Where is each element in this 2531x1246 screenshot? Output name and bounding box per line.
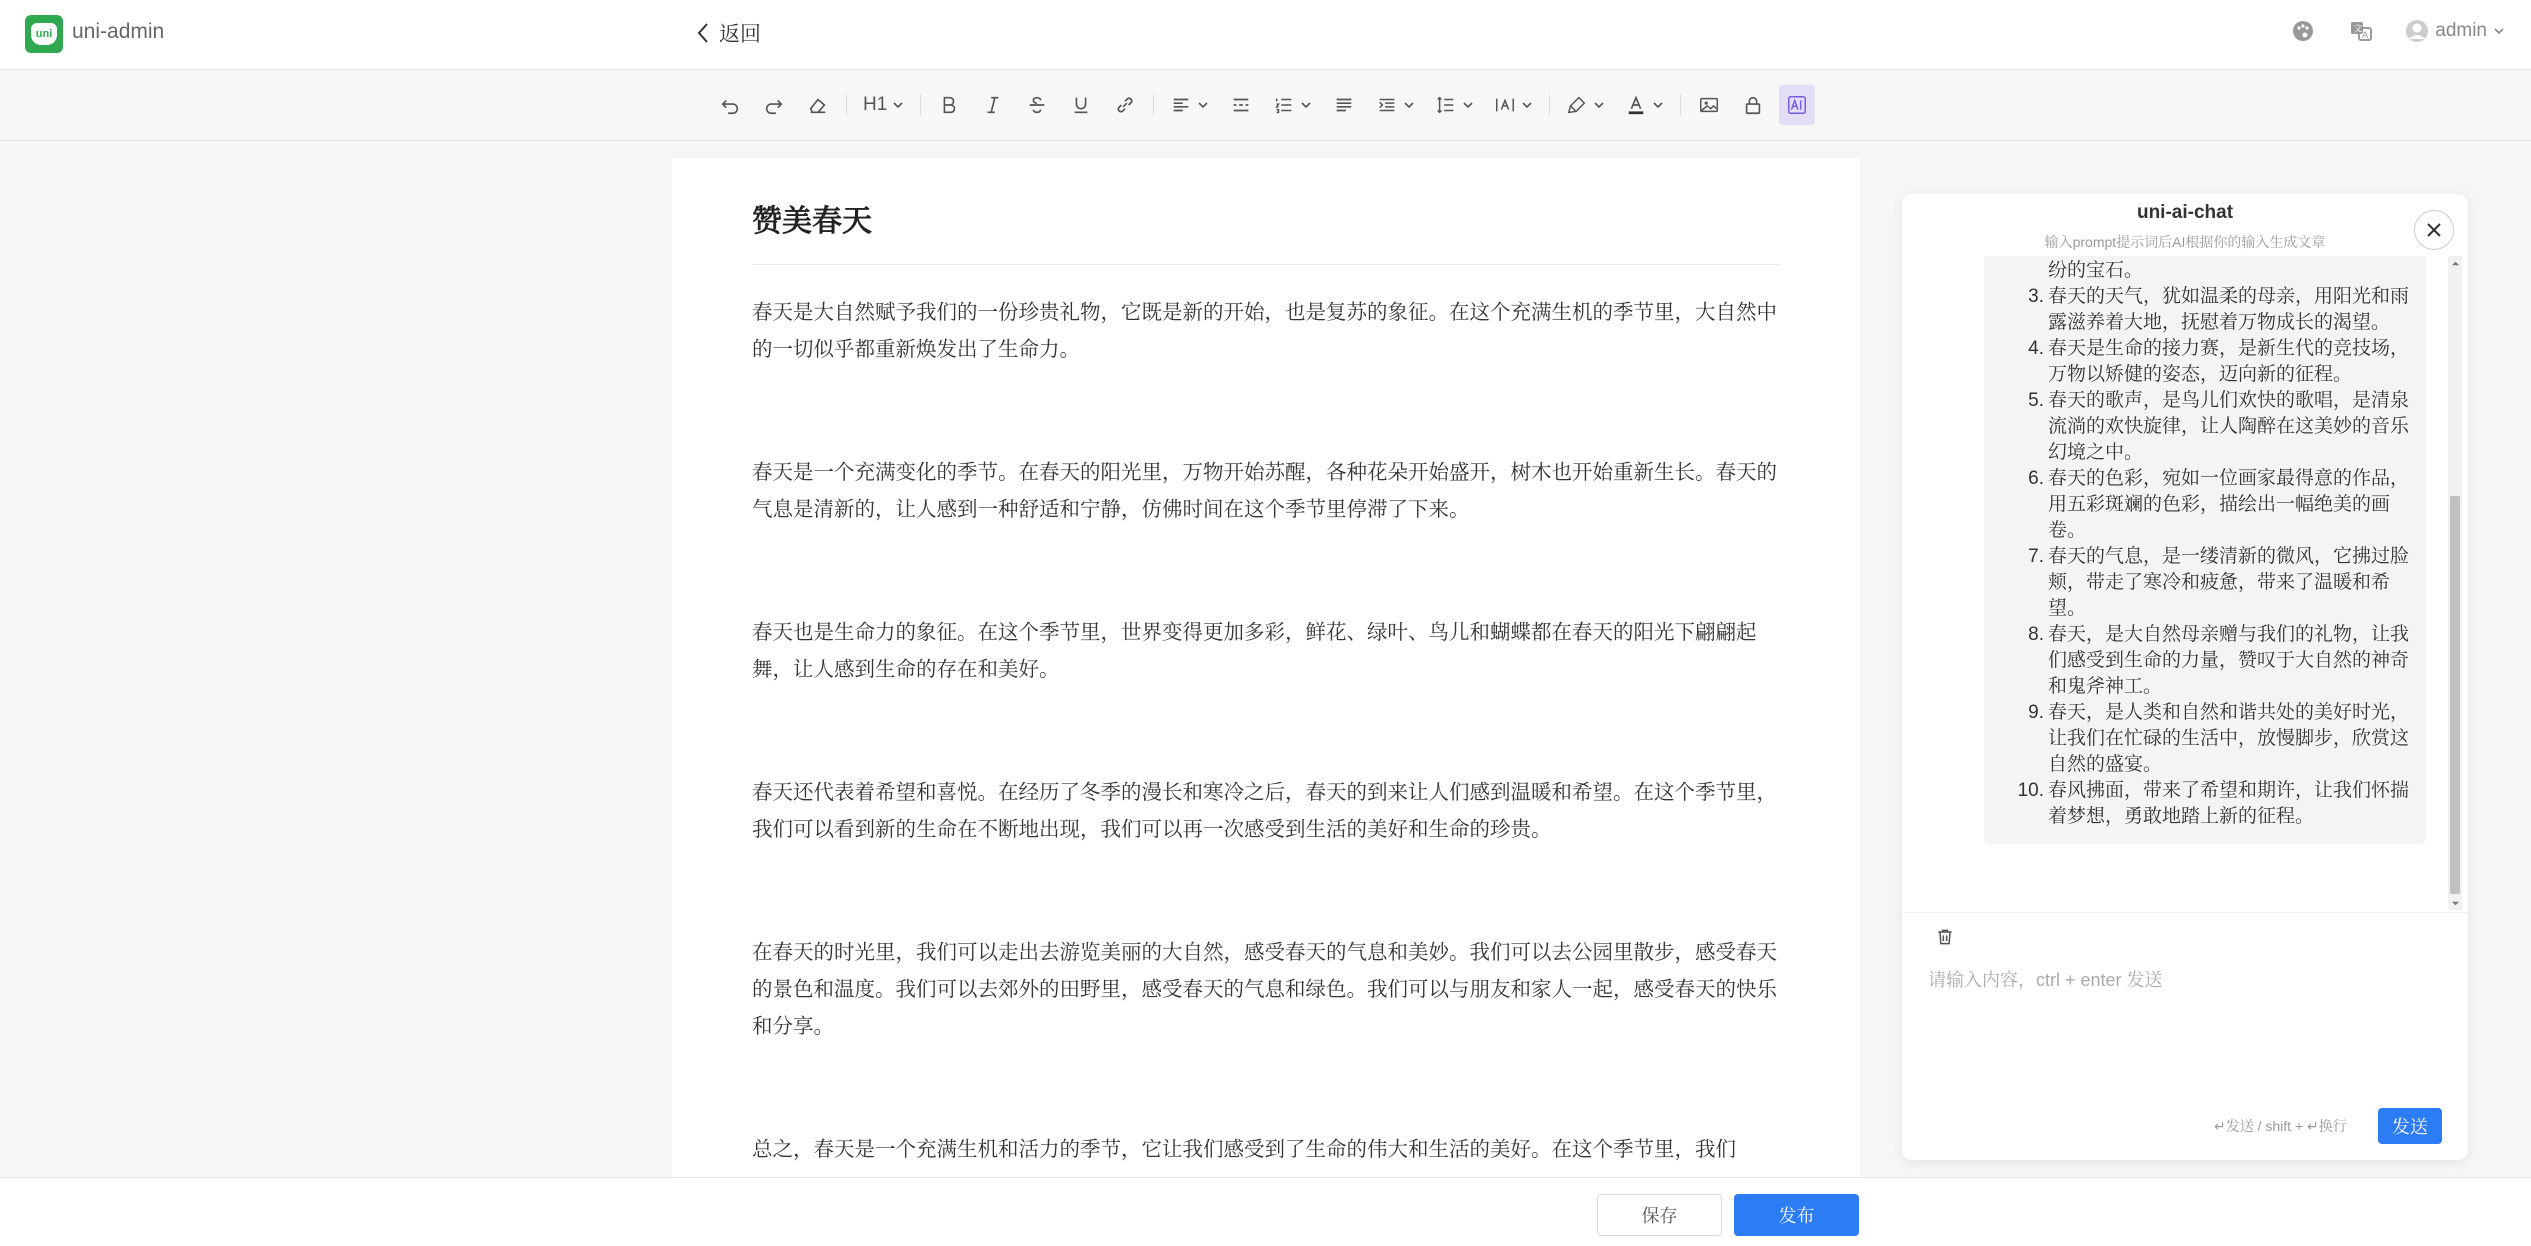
toolbar-divider	[846, 94, 847, 116]
list-item	[1998, 544, 2410, 622]
chat-input[interactable]	[1928, 966, 2438, 1076]
item-text: 春天是生命的接力赛，是新生代的竞技场，万物以矫健的姿态，迈向新的征程。	[2048, 338, 2410, 385]
paragraph[interactable]: 春天还代表着希望和喜悦。在经历了冬季的漫长和寒冷之后，春天的到来让人们感到温暖和希望。在这个季节里，我们可以看到新的生命在不断地出现，我们可以再一次感受到生活的美好和生命的珍贵。	[752, 781, 1777, 841]
chevron-down-icon	[1593, 99, 1605, 111]
strikethrough-icon[interactable]	[1019, 85, 1055, 125]
toolbar-divider	[1680, 94, 1681, 116]
close-button[interactable]	[2414, 210, 2454, 250]
chevron-down-icon	[892, 99, 904, 111]
divider-icon[interactable]	[1223, 85, 1259, 125]
redo-icon[interactable]	[756, 85, 792, 125]
list-item	[1998, 466, 2410, 544]
paragraph[interactable]: 春天是大自然赋予我们的一份珍贵礼物，它既是新的开始，也是复苏的象征。在这个充满生机的季节里，大自然中的一切似乎都重新焕发出了生命力。	[752, 301, 1777, 361]
chat-subtitle: 输入prompt提示词后AI根据你的输入生成文章	[2044, 234, 2326, 250]
svg-text:文: 文	[2353, 24, 2363, 35]
user-name: admin	[2435, 20, 2487, 41]
paragraph[interactable]: 在春天的时光里，我们可以走出去游览美丽的大自然，感受春天的气息和美妙。我们可以去公园里散步，感受春天的景色和温度。我们可以去郊外的田野里，感受春天的气息和绿色。我们可以与朋友和家人一起，感受春天的快乐和分享。	[752, 941, 1777, 1038]
paragraph[interactable]: 总之，春天是一个充满生机和活力的季节，它让我们感受到了生命的伟大和生活的美好。在这个季节里，我们	[752, 1138, 1736, 1161]
line-height-icon	[1435, 94, 1457, 116]
user-menu[interactable]	[2405, 19, 2505, 43]
highlight-icon	[1566, 94, 1588, 116]
item-text: 春天的歌声，是鸟儿们欢快的歌唱，是清泉流淌的欢快旋律，让人陶醉在这美妙的音乐幻境之中。	[2048, 390, 2410, 463]
back-button[interactable]	[695, 18, 761, 48]
list-item	[1998, 778, 2410, 830]
logo-mark: uni	[31, 23, 57, 45]
list-item	[1998, 622, 2410, 700]
paragraph[interactable]: 春天也是生命力的象征。在这个季节里，世界变得更加多彩，鲜花、绿叶、鸟儿和蝴蝶都在春天的阳光下翩翩起舞，让人感到生命的存在和美好。	[752, 621, 1757, 681]
app-logo[interactable]	[25, 15, 63, 53]
item-number: 8.	[2028, 624, 2044, 645]
avatar-icon	[2405, 19, 2429, 43]
item-number: 4.	[2028, 338, 2044, 359]
font-size-select[interactable]	[1488, 85, 1539, 125]
chevron-down-icon	[1300, 99, 1312, 111]
close-icon	[2425, 221, 2443, 239]
align-left-icon	[1170, 94, 1192, 116]
send-button[interactable]: 发送	[2378, 1108, 2442, 1144]
document-title[interactable]: 赞美春天	[752, 205, 872, 238]
app-name: uni-admin	[72, 20, 165, 43]
ai-chat-panel	[1902, 194, 2468, 1160]
trash-icon[interactable]	[1932, 924, 1958, 950]
save-button[interactable]: 保存	[1597, 1194, 1722, 1236]
publish-button[interactable]: 发布	[1734, 1194, 1859, 1236]
editor-page[interactable]	[672, 158, 1860, 1178]
underline-icon[interactable]	[1063, 85, 1099, 125]
list-item	[1998, 336, 2410, 388]
indent-select[interactable]	[1370, 85, 1421, 125]
chevron-down-icon	[1197, 99, 1209, 111]
link-icon[interactable]	[1107, 85, 1143, 125]
scroll-up-arrow-icon[interactable]	[2448, 256, 2462, 270]
lock-icon[interactable]	[1735, 85, 1771, 125]
align-select[interactable]	[1164, 85, 1215, 125]
ordered-list-icon	[1273, 94, 1295, 116]
item-text: 春天，是人类和自然和谐共处的美好时光，让我们在忙碌的生活中，放慢脚步，欣赏这自然的盛宴。	[2048, 702, 2410, 775]
scrollbar-thumb[interactable]	[2450, 496, 2460, 894]
bottom-action-bar	[0, 1177, 2531, 1246]
editor-toolbar	[0, 71, 2531, 141]
item-text: 春天的气息，是一缕清新的微风，它拂过脸颊，带走了寒冷和疲惫，带来了温暖和希望。	[2048, 546, 2410, 619]
font-color-icon	[1625, 94, 1647, 116]
heading-label: H1	[863, 94, 888, 115]
chevron-down-icon	[2493, 25, 2505, 37]
list-item	[1998, 284, 2410, 336]
chevron-left-icon	[695, 21, 711, 45]
toolbar-divider	[1549, 94, 1550, 116]
undo-icon[interactable]	[712, 85, 748, 125]
translate-icon[interactable]	[2347, 17, 2375, 45]
item-text: 春天的色彩，宛如一位画家最得意的作品，用五彩斑斓的色彩，描绘出一幅绝美的画卷。	[2048, 468, 2410, 541]
indent-icon	[1376, 94, 1398, 116]
palette-icon[interactable]	[2289, 17, 2317, 45]
item-number: 5.	[2028, 390, 2044, 411]
item-number: 6.	[2028, 468, 2044, 489]
chat-divider	[1902, 912, 2468, 913]
send-hint: ↵发送 / shift + ↵换行	[2214, 1118, 2347, 1134]
bold-icon[interactable]	[931, 85, 967, 125]
list-item	[1998, 700, 2410, 778]
scroll-down-arrow-icon[interactable]	[2448, 896, 2462, 910]
image-icon[interactable]	[1691, 85, 1727, 125]
top-header	[0, 0, 2531, 70]
font-size-icon	[1494, 94, 1516, 116]
item-text: 春天的天气，犹如温柔的母亲，用阳光和雨露滋养着大地，抚慰着万物成长的渴望。	[2048, 286, 2410, 333]
chat-title: uni-ai-chat	[2136, 202, 2234, 223]
toolbar-divider	[920, 94, 921, 116]
item-text: 春天，是大自然母亲赠与我们的礼物，让我们感受到生命的力量，赞叹于大自然的神奇和鬼斧神工。	[2048, 624, 2410, 697]
italic-icon[interactable]	[975, 85, 1011, 125]
back-label: 返回	[719, 23, 761, 46]
svg-text:A: A	[2362, 31, 2369, 41]
item-number: 9.	[2028, 702, 2044, 723]
justify-icon[interactable]	[1326, 85, 1362, 125]
item-number: 7.	[2028, 546, 2044, 567]
chevron-down-icon	[1403, 99, 1415, 111]
title-divider	[752, 264, 1782, 265]
message-list[interactable]	[1984, 256, 2426, 886]
chevron-down-icon	[1521, 99, 1533, 111]
ai-message	[1984, 256, 2426, 844]
line-height-select[interactable]	[1429, 85, 1480, 125]
ai-icon[interactable]	[1779, 85, 1815, 125]
list-select[interactable]	[1267, 85, 1318, 125]
highlight-select[interactable]	[1560, 85, 1611, 125]
toolbar-divider	[1153, 94, 1154, 116]
chevron-down-icon	[1462, 99, 1474, 111]
item-number: 10.	[2017, 780, 2044, 801]
heading-select[interactable]	[857, 85, 910, 125]
item-number: 3.	[2028, 286, 2044, 307]
font-color-select[interactable]	[1619, 85, 1670, 125]
chevron-down-icon	[1652, 99, 1664, 111]
paragraph[interactable]: 春天是一个充满变化的季节。在春天的阳光里，万物开始苏醒，各种花朵开始盛开，树木也开始重新生长。春天的气息是清新的，让人感到一种舒适和宁静，仿佛时间在这个季节里停滞了下来。	[752, 461, 1777, 521]
document-body[interactable]	[752, 294, 1782, 1246]
list-item	[1998, 388, 2410, 466]
chat-scrollbar[interactable]	[2448, 256, 2462, 910]
message-text: 纷的宝石。	[2048, 260, 2144, 281]
item-text: 春风拂面，带来了希望和期许，让我们怀揣着梦想，勇敢地踏上新的征程。	[2048, 780, 2410, 827]
eraser-icon[interactable]	[800, 85, 836, 125]
